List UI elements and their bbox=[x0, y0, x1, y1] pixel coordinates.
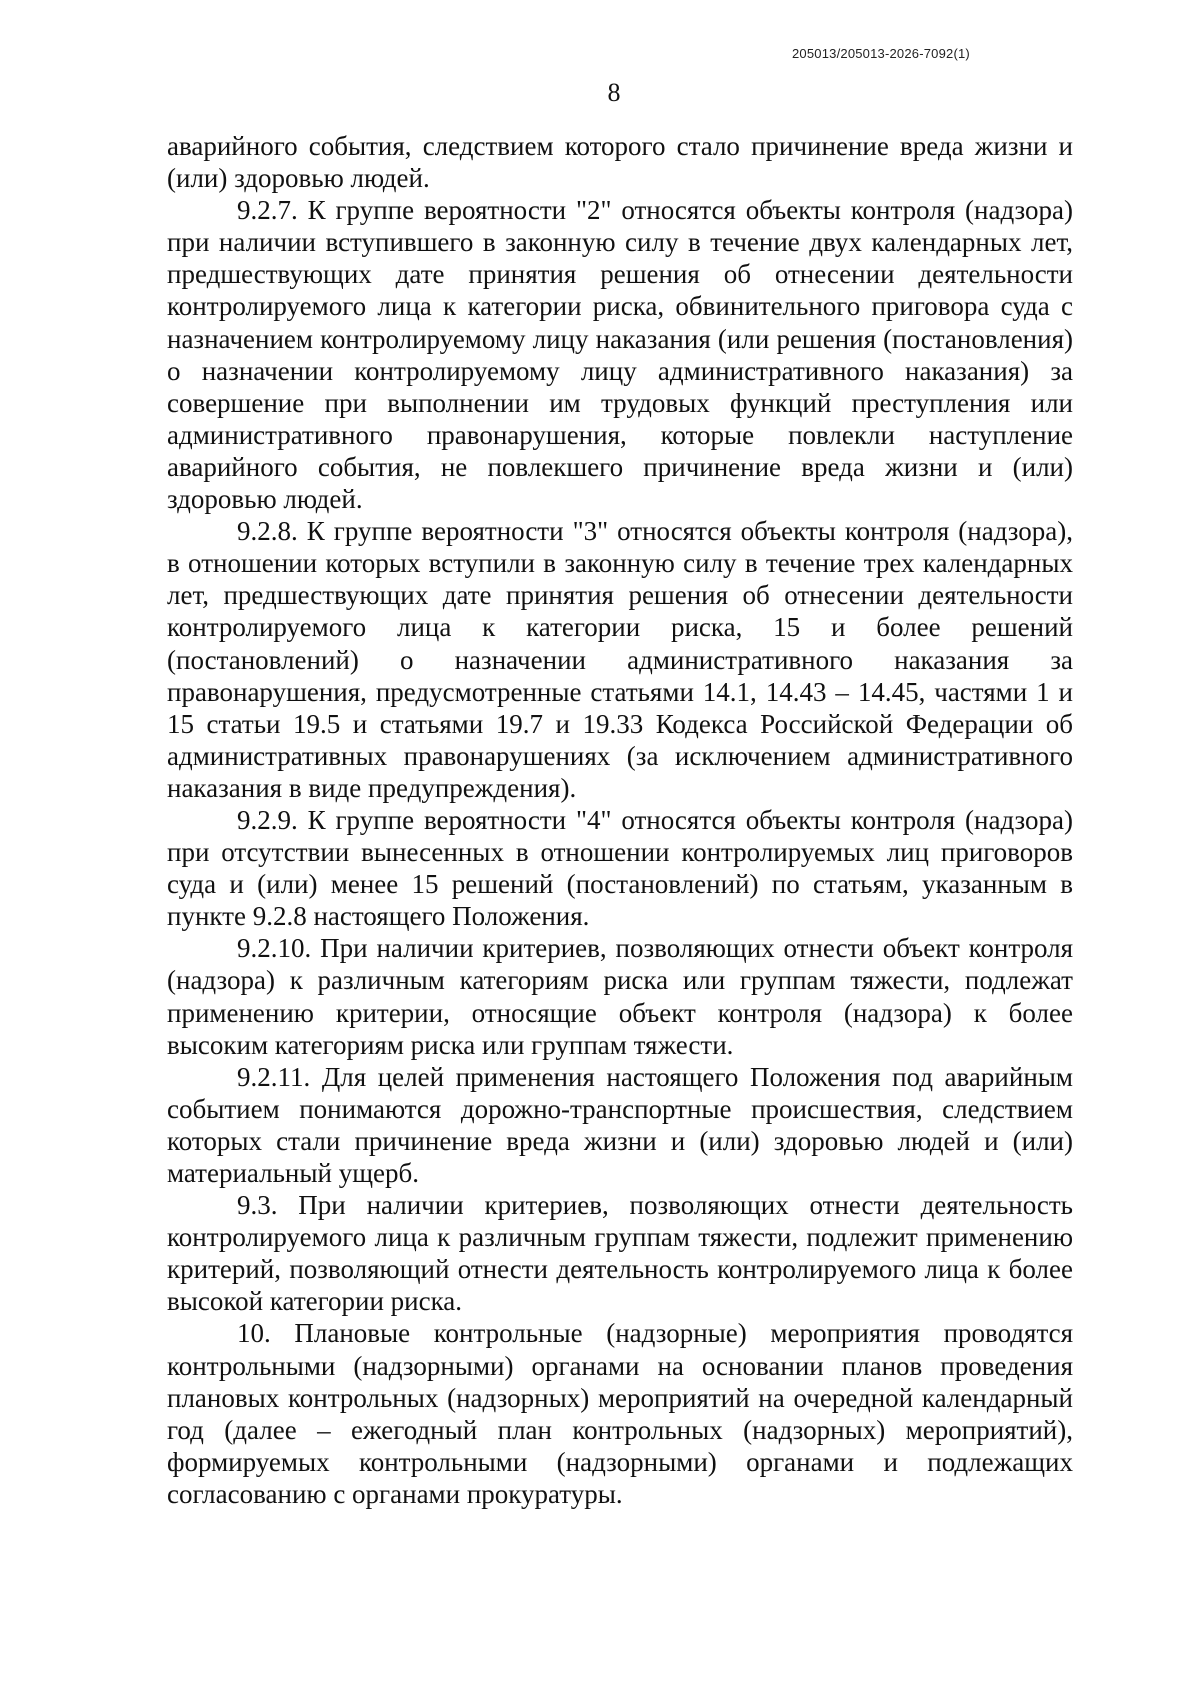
paragraph-9-2-7: 9.2.7. К группе вероятности "2" относятся объекты контроля (надзора) при наличии вступившего в законную силу в течение двух календарных лет, предшествующих дате принятия решения об отнесении деятельности контролируемого лица к категории риска, обвинительного приговора суда с назначением контролируемому лицу наказания (или решения (постановления) о назначении контролируемому лицу административного наказания) за совершение при выполнении им трудовых функций преступления или административного правонарушения, которые повлекли наступление аварийного события, не повлекшего причинение вреда жизни и (или) здоровью людей. bbox=[167, 195, 1073, 515]
paragraph-9-3: 9.3. При наличии критериев, позволяющих отнести деятельность контролируемого лица к различным группам тяжести, подлежит применению критерий, позволяющий отнести деятельность контролируемого лица к более высокой категории риска. bbox=[167, 1190, 1073, 1317]
document-id: 205013/205013-2026-7092(1) bbox=[792, 46, 970, 61]
document-body bbox=[167, 130, 1073, 1510]
paragraph-9-2-8: 9.2.8. К группе вероятности "3" относятся объекты контроля (надзора), в отношении которых вступили в законную силу в течение трех календарных лет, предшествующих дате принятия решения об отнесении деятельности контролируемого лица к категории риска, 15 и более решений (постановлений) о назначении административного наказания за правонарушения, предусмотренные статьями 14.1, 14.43 – 14.45, частями 1 и 15 статьи 19.5 и статьями 19.7 и 19.33 Кодекса Российской Федерации об административных правонарушениях (за исключением административного наказания в виде предупреждения). bbox=[167, 516, 1073, 803]
paragraph-9-2-9: 9.2.9. К группе вероятности "4" относятся объекты контроля (надзора) при отсутствии вынесенных в отношении контролируемых лиц приговоров суда и (или) менее 15 решений (постановлений) по статьям, указанным в пункте 9.2.8 настоящего Положения. bbox=[167, 804, 1073, 932]
paragraph-9-2-11: 9.2.11. Для целей применения настоящего Положения под аварийным событием понимаются дорожно-транспортные происшествия, следствием которых стали причинение вреда жизни и (или) здоровью людей и (или) материальный ущерб. bbox=[167, 1061, 1073, 1188]
page-number: 8 bbox=[607, 78, 621, 107]
paragraph-9-2-10: 9.2.10. При наличии критериев, позволяющих отнести объект контроля (надзора) к различным категориям риска или группам тяжести, подлежат применению критерии, относящие объект контроля (надзора) к более высоким категориям риска или группам тяжести. bbox=[167, 933, 1073, 1060]
paragraph-continuation: аварийного события, следствием которого стало причинение вреда жизни и (или) здоровью людей. bbox=[167, 131, 1073, 194]
paragraph-10: 10. Плановые контрольные (надзорные) мероприятия проводятся контрольными (надзорными) органами на основании планов проведения плановых контрольных (надзорных) мероприятий на очередной календарный год (далее – ежегодный план контрольных (надзорных) мероприятий), формируемых контрольными (надзорными) органами и подлежащих согласованию с органами прокуратуры. bbox=[167, 1318, 1073, 1509]
